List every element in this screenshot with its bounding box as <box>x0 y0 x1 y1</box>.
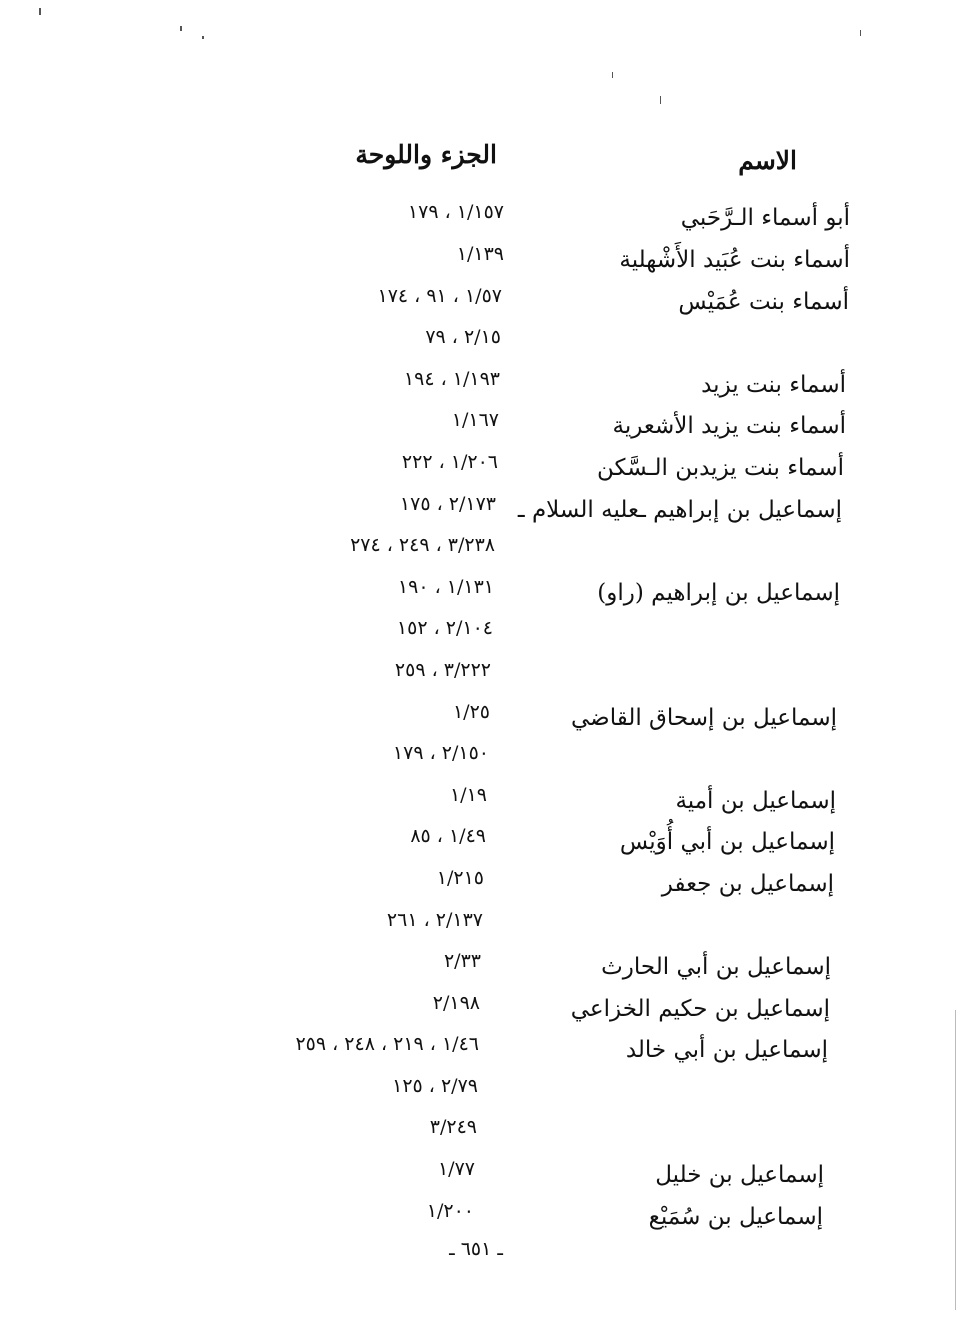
entry-ref: ٢/١٥ ، ٧٩ <box>425 326 501 348</box>
entry-ref: ١/١٦٧ <box>451 409 499 431</box>
entry-name: إسماعيل بن حكيم الخزاعي <box>570 996 830 1022</box>
entry-ref: ١/٤٦ ، ٢١٩ ، ٢٤٨ ، ٢٥٩ <box>295 1033 479 1055</box>
entry-ref: ١/١٣٩ <box>456 243 504 265</box>
entry-name: إسماعيل بن أبي أُوَيْس <box>619 829 835 855</box>
entry-ref: ١/٤٩ ، ٨٥ <box>410 825 486 847</box>
entry-name: إسماعيل بن إبراهيم ـعليه السلام ـ <box>517 497 842 523</box>
index-entry <box>0 950 962 990</box>
entry-name: إسماعيل بن إسحاق القاضي <box>571 705 837 731</box>
entry-name: إسماعيل بن أبي الحارث <box>601 954 831 980</box>
page-number: ـ ٦٥١ ـ <box>449 1238 503 1260</box>
entry-ref: ٢/١٩٨ <box>432 992 480 1014</box>
entry-ref: ١/١٩٣ ، ١٩٤ <box>403 368 500 390</box>
index-entry <box>0 409 962 449</box>
entry-ref: ١/٢٠٦ ، ٢٢٢ <box>401 451 498 473</box>
entry-ref: ٣/٢٢٢ ، ٢٥٩ <box>394 659 491 681</box>
index-entry <box>0 1158 962 1198</box>
index-entry <box>0 285 962 325</box>
entry-ref: ١/٢٥ <box>452 701 490 723</box>
entry-ref: ١/١٣١ ، ١٩٠ <box>397 576 494 598</box>
entry-name: أسماء بنت عُبَيد الأَشْهلية <box>619 247 850 273</box>
index-entry <box>0 326 962 366</box>
entry-ref: ٢/١٥٠ ، ١٧٩ <box>392 742 489 764</box>
entry-name: إسماعيل بن سُمَيْع <box>648 1204 823 1230</box>
entry-name: أبو أسماء الـرَّحَبي <box>680 205 850 231</box>
entry-ref: ٢/٣٣ <box>443 950 481 972</box>
scan-speck <box>180 26 182 31</box>
index-entry <box>0 701 962 741</box>
reference-column-header: الجزء واللوحة <box>355 140 497 169</box>
index-entry <box>0 534 962 574</box>
entry-ref: ٢/٧٩ ، ١٢٥ <box>392 1075 478 1097</box>
entry-ref: ١/٢٠٠ <box>426 1200 474 1222</box>
entry-name: أسماء بنت يزيدبن الـسَّكن <box>597 455 844 481</box>
index-entry <box>0 451 962 491</box>
index-entry <box>0 1116 962 1156</box>
entry-name: أسماء بنت يزيد <box>701 372 846 398</box>
index-entry <box>0 201 962 241</box>
entry-ref: ١/٢١٥ <box>436 867 484 889</box>
index-entry <box>0 243 962 283</box>
index-entry <box>0 1033 962 1073</box>
entry-ref: ١/٥٧ ، ٩١ ، ١٧٤ <box>377 285 502 307</box>
index-entry <box>0 742 962 782</box>
index-entry <box>0 867 962 907</box>
index-entry <box>0 1200 962 1240</box>
entry-ref: ٢/١٠٤ ، ١٥٢ <box>396 617 493 639</box>
index-entry <box>0 659 962 699</box>
scan-speck <box>202 36 204 39</box>
index-entry <box>0 617 962 657</box>
entry-ref: ٢/١٣٧ ، ٢٦١ <box>386 909 483 931</box>
entry-name: أسماء بنت يزيد الأشعرية <box>612 413 846 439</box>
entry-ref: ٣/٢٤٩ <box>429 1116 477 1138</box>
scan-speck <box>612 72 613 78</box>
entry-name: إسماعيل بن خليل <box>655 1162 824 1188</box>
scan-speck <box>860 30 861 36</box>
entry-ref: ٣/٢٣٨ ، ٢٤٩ ، ٢٧٤ <box>350 534 495 556</box>
scan-speck <box>39 8 41 15</box>
entry-ref: ١/١٥٧ ، ١٧٩ <box>407 201 504 223</box>
entry-ref: ١/١٩ <box>449 784 487 806</box>
entry-name: إسماعيل بن إبراهيم (راو) <box>597 580 840 606</box>
index-entry <box>0 825 962 865</box>
entry-name: إسماعيل بن أبي خالد <box>625 1037 828 1063</box>
index-entry <box>0 493 962 533</box>
entry-name: إسماعيل بن أمية <box>675 788 836 814</box>
entry-name: إسماعيل بن جعفر <box>661 871 834 897</box>
entry-ref: ١/٧٧ <box>437 1158 475 1180</box>
index-entry <box>0 1075 962 1115</box>
index-entry <box>0 576 962 616</box>
index-entry <box>0 784 962 824</box>
index-entry <box>0 368 962 408</box>
name-column-header: الاسم <box>738 146 797 175</box>
index-entry <box>0 992 962 1032</box>
entry-name: أسماء بنت عُمَيْس <box>678 289 849 315</box>
scan-speck <box>660 96 661 104</box>
entry-ref: ٢/١٧٣ ، ١٧٥ <box>399 493 496 515</box>
index-entry <box>0 909 962 949</box>
